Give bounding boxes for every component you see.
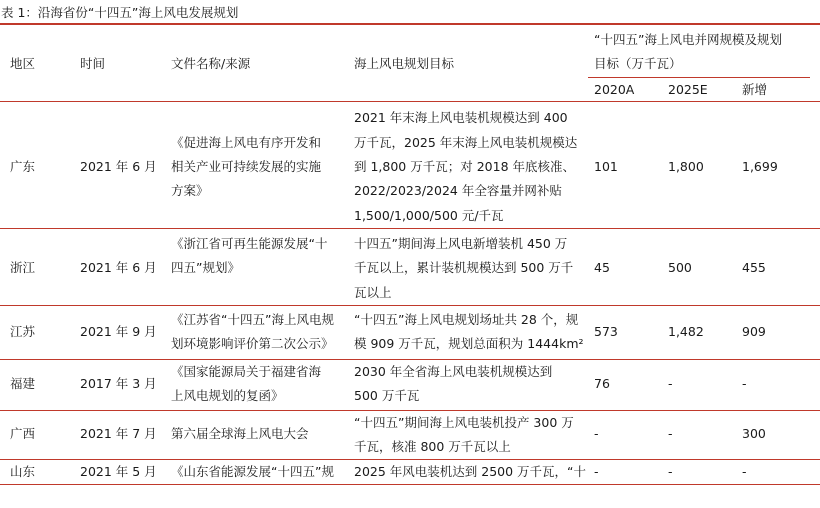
header-subrule bbox=[588, 77, 810, 78]
header-region: 地区 bbox=[10, 56, 36, 71]
value-new: 455 bbox=[742, 260, 766, 275]
row-separator bbox=[0, 459, 820, 460]
header-doc: 文件名称/来源 bbox=[171, 56, 251, 71]
header-col-2025: 2025E bbox=[668, 82, 708, 97]
value-2020: - bbox=[594, 464, 599, 479]
region-cell: 广东 bbox=[10, 159, 36, 174]
doc-line: 《促进海上风电有序开发和 bbox=[171, 135, 322, 150]
value-2020: - bbox=[594, 426, 599, 441]
region-cell: 江苏 bbox=[10, 324, 36, 339]
value-2020: 101 bbox=[594, 159, 618, 174]
time-cell: 2017 年 3 月 bbox=[80, 376, 157, 391]
header-time: 时间 bbox=[80, 56, 106, 71]
target-line: 500 万千瓦 bbox=[354, 388, 420, 403]
value-new: 300 bbox=[742, 426, 766, 441]
time-cell: 2021 年 5 月 bbox=[80, 464, 157, 479]
target-line: 2025 年风电装机达到 2500 万千瓦，“十 bbox=[354, 464, 587, 479]
header-col-new: 新增 bbox=[742, 82, 768, 97]
target-line: 2030 年全省海上风电装机规模达到 bbox=[354, 364, 553, 379]
target-line: 2022/2023/2024 年全容量并网补贴 bbox=[354, 183, 562, 198]
row-separator bbox=[0, 228, 820, 229]
doc-line: 《山东省能源发展“十四五”规 bbox=[171, 464, 334, 479]
value-2025: - bbox=[668, 464, 673, 479]
value-2025: - bbox=[668, 426, 673, 441]
target-line: 1,500/1,000/500 元/千瓦 bbox=[354, 208, 504, 223]
row-separator bbox=[0, 359, 820, 360]
header-bottom-rule bbox=[0, 101, 820, 102]
value-2025: 500 bbox=[668, 260, 692, 275]
region-cell: 广西 bbox=[10, 426, 36, 441]
target-line: 模 909 万千瓦，规划总面积为 1444km² bbox=[354, 336, 584, 351]
region-cell: 山东 bbox=[10, 464, 36, 479]
time-cell: 2021 年 9 月 bbox=[80, 324, 157, 339]
value-new: 909 bbox=[742, 324, 766, 339]
target-line: 2021 年末海上风电装机规模达到 400 bbox=[354, 110, 568, 125]
target-line: 千瓦，核准 800 万千瓦以上 bbox=[354, 439, 511, 454]
target-line: 瓦以上 bbox=[354, 285, 392, 300]
top-rule bbox=[0, 23, 820, 25]
row-separator bbox=[0, 410, 820, 411]
doc-line: 《浙江省可再生能源发展“十 bbox=[171, 236, 328, 251]
doc-line: 《国家能源局关于福建省海 bbox=[171, 364, 322, 379]
target-line: “十四五”海上风电规划场址共 28 个，规 bbox=[354, 312, 579, 327]
target-line: “十四五”期间海上风电装机投产 300 万 bbox=[354, 415, 574, 430]
region-cell: 浙江 bbox=[10, 260, 36, 275]
doc-line: 第六届全球海上风电大会 bbox=[171, 426, 309, 441]
value-2025: 1,482 bbox=[668, 324, 704, 339]
value-2020: 45 bbox=[594, 260, 610, 275]
header-grid-title: “十四五”海上风电并网规模及规划 bbox=[594, 32, 782, 47]
value-2020: 573 bbox=[594, 324, 618, 339]
header-grid-unit: 目标（万千瓦） bbox=[594, 56, 682, 71]
doc-line: 四五”规划》 bbox=[171, 260, 240, 275]
doc-line: 《江苏省“十四五”海上风电规 bbox=[171, 312, 334, 327]
row-separator bbox=[0, 305, 820, 306]
region-cell: 福建 bbox=[10, 376, 36, 391]
doc-line: 划环境影响评价第二次公示》 bbox=[171, 336, 334, 351]
time-cell: 2021 年 6 月 bbox=[80, 260, 157, 275]
time-cell: 2021 年 7 月 bbox=[80, 426, 157, 441]
header-col-2020: 2020A bbox=[594, 82, 635, 97]
doc-line: 方案》 bbox=[171, 183, 209, 198]
value-new: - bbox=[742, 376, 747, 391]
bottom-rule bbox=[0, 484, 820, 485]
value-2025: 1,800 bbox=[668, 159, 704, 174]
target-line: 十四五”期间海上风电新增装机 450 万 bbox=[354, 236, 568, 251]
target-line: 千瓦以上，累计装机规模达到 500 万千 bbox=[354, 260, 574, 275]
target-line: 到 1,800 万千瓦；对 2018 年底核准、 bbox=[354, 159, 575, 174]
value-2020: 76 bbox=[594, 376, 610, 391]
value-new: - bbox=[742, 464, 747, 479]
value-new: 1,699 bbox=[742, 159, 778, 174]
value-2025: - bbox=[668, 376, 673, 391]
doc-line: 相关产业可持续发展的实施 bbox=[171, 159, 322, 174]
table-title: 表 1：沿海省份“十四五”海上风电发展规划 bbox=[1, 5, 239, 20]
time-cell: 2021 年 6 月 bbox=[80, 159, 157, 174]
header-target: 海上风电规划目标 bbox=[354, 56, 455, 71]
target-line: 万千瓦，2025 年末海上风电装机规模达 bbox=[354, 135, 578, 150]
doc-line: 上风电规划的复函》 bbox=[171, 388, 284, 403]
